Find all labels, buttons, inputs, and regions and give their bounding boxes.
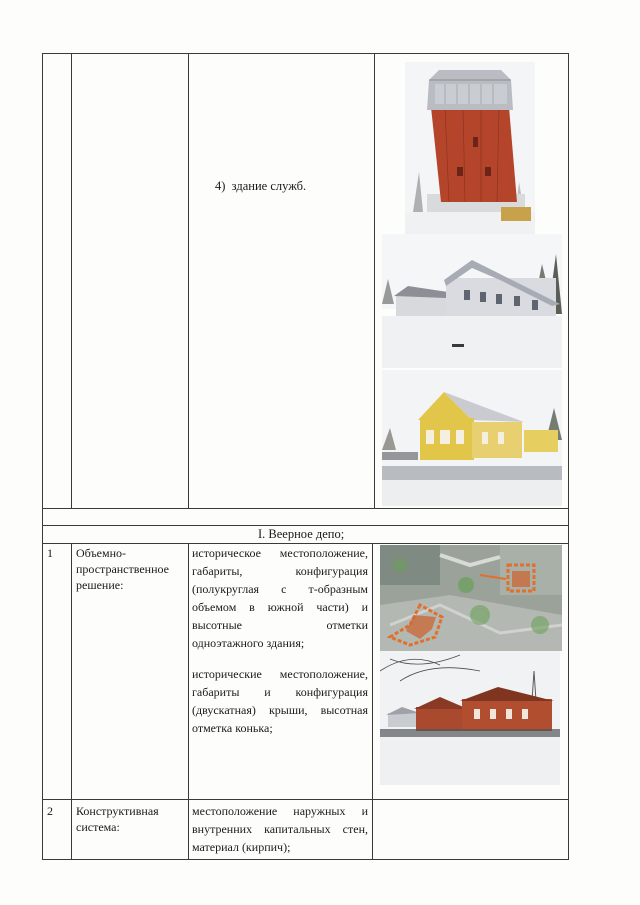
section-title: I. Веерное депо; (258, 527, 345, 541)
row-2-text-a (192, 803, 368, 855)
col-divider-2b (188, 543, 189, 859)
text-line: высотные отметки (192, 618, 368, 632)
text-line: отметка конька; (192, 721, 273, 735)
brick-depot-photo (380, 651, 560, 785)
row-2-name: Конструктивная система: (76, 804, 159, 834)
text-line: материал (кирпич); (192, 840, 291, 854)
row-divider-d (42, 799, 569, 800)
row-1-text-b (192, 666, 368, 736)
row-divider-c (42, 543, 569, 544)
list-item-building: 4) здание служб. (215, 179, 307, 193)
water-tower-photo (405, 62, 535, 234)
service-building-photo (382, 234, 562, 368)
text-line: местоположение наружных и (192, 804, 368, 818)
text-line: (полукруглая с т-образным (192, 582, 368, 596)
row-1-text-a (192, 545, 368, 651)
row-1-number: 1 (47, 546, 53, 560)
yellow-building-photo (382, 370, 562, 506)
border-right (568, 53, 569, 859)
row-divider-a (42, 508, 569, 509)
text-line: одноэтажного здания; (192, 636, 305, 650)
col-divider-1 (71, 53, 72, 508)
col-divider-1b (71, 543, 72, 859)
text-line: внутренних капитальных стен, (192, 822, 368, 836)
border-left (42, 53, 43, 859)
text-line: габариты, конфигурация (192, 564, 368, 578)
row-1-name: Объемно- пространственное решение: (76, 546, 169, 592)
text-line: (двускатная) крыши, высотная (192, 703, 368, 717)
border-bottom (42, 859, 569, 860)
border-top (42, 53, 569, 54)
col-divider-3 (374, 53, 375, 508)
text-line: исторические местоположение, (192, 667, 368, 681)
aerial-map-photo (380, 545, 562, 651)
text-line: габариты и конфигурация (192, 685, 368, 699)
col-divider-2 (188, 53, 189, 508)
row-2-number: 2 (47, 804, 53, 818)
text-line: историческое местоположение, (192, 546, 368, 560)
text-line: объемом в южной части) и (192, 600, 368, 614)
col-divider-3b (372, 543, 373, 859)
